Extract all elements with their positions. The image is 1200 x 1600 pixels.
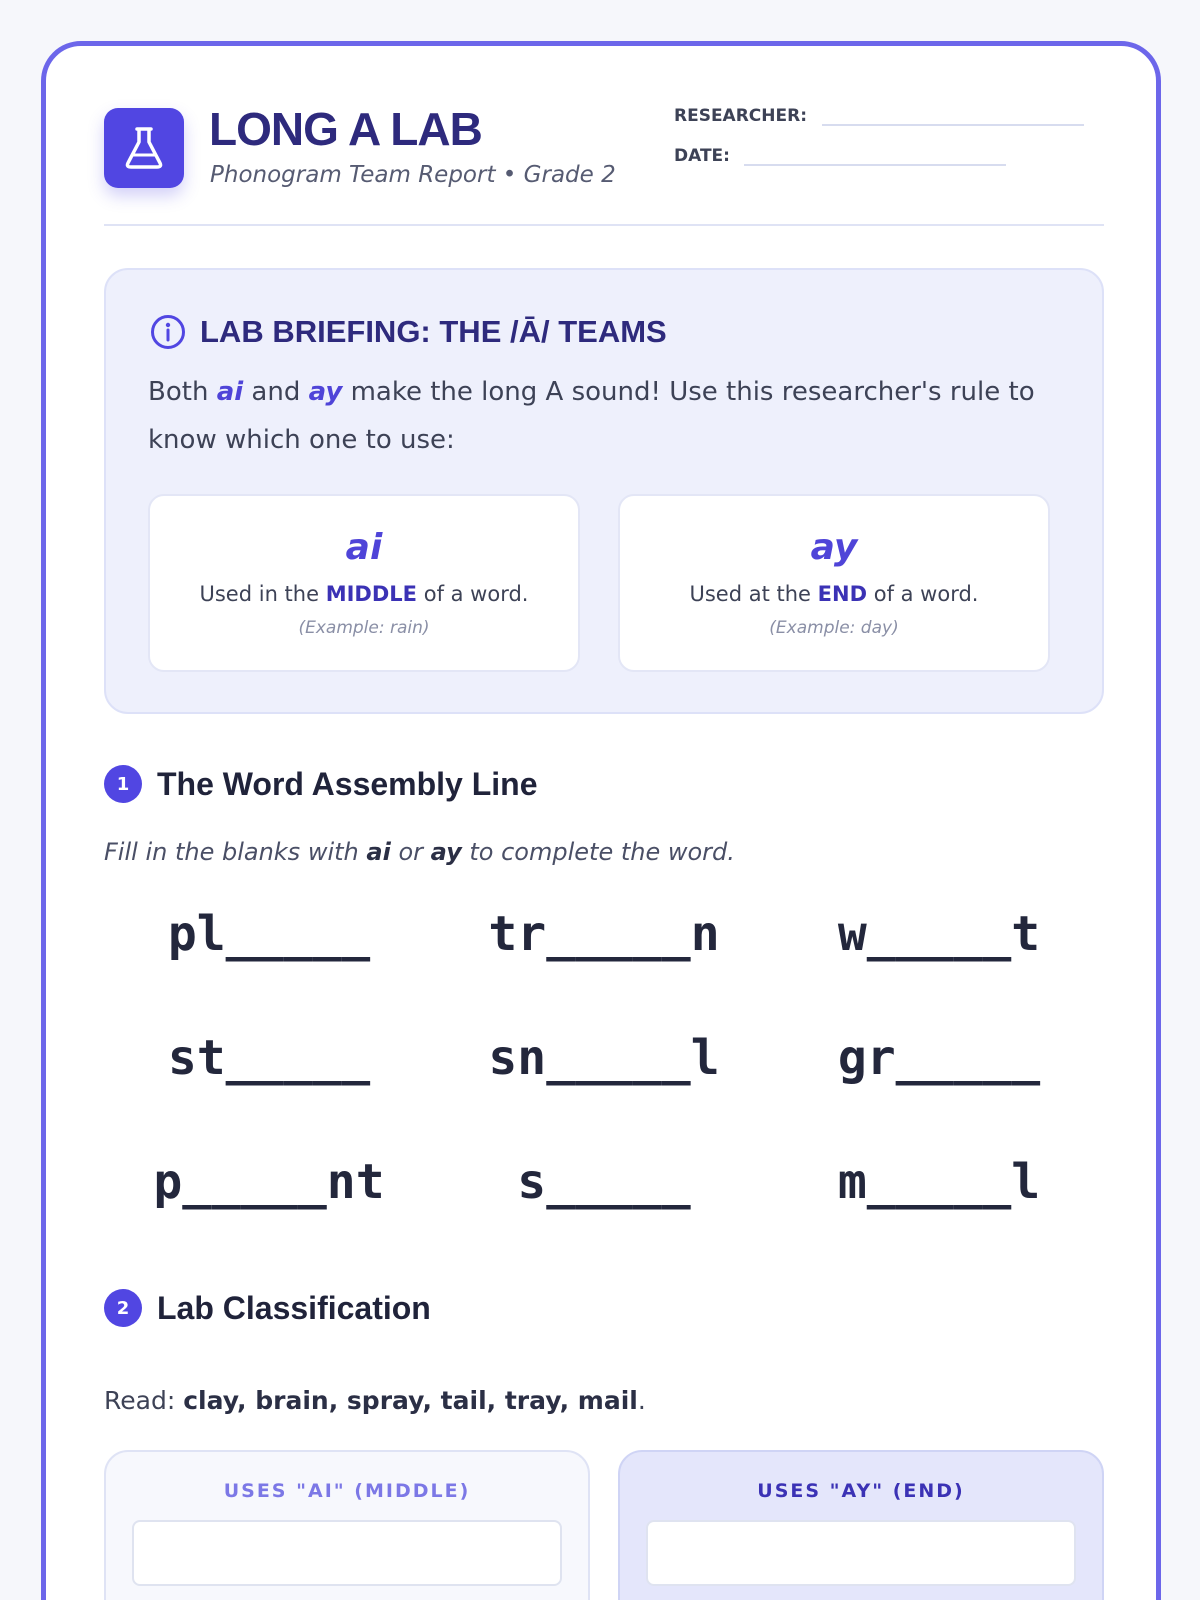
fill-in-word[interactable]: tr_____n: [488, 906, 720, 962]
worksheet-card: [41, 41, 1161, 1600]
briefing-text-and: and: [251, 377, 301, 407]
fill-in-word[interactable]: gr_____: [837, 1030, 1041, 1086]
info-icon: [150, 314, 186, 350]
rule-example: (Example: day): [769, 618, 899, 638]
briefing-title: [150, 314, 667, 350]
section-1-instruction: [104, 838, 735, 866]
fill-in-word[interactable]: s_____: [517, 1154, 691, 1210]
phonogram-ai: ai: [216, 377, 244, 407]
section-1-heading: [104, 765, 538, 803]
rule-desc-after: of a word.: [423, 582, 529, 606]
date-line[interactable]: [744, 164, 1006, 166]
rule-desc-key: END: [817, 582, 868, 606]
flask-icon: [104, 108, 184, 188]
phonogram-ay: ay: [308, 377, 343, 407]
section-title: The Word Assembly Line: [157, 765, 538, 802]
read-word-list: [104, 1386, 646, 1415]
rule-desc-key: MIDDLE: [325, 582, 418, 606]
instruction-or: or: [398, 838, 423, 866]
section-number-badge: 2: [104, 1289, 142, 1327]
fill-in-word[interactable]: p_____nt: [153, 1154, 385, 1210]
rule-phonogram: ay: [810, 527, 858, 568]
fill-in-word[interactable]: pl_____: [167, 906, 371, 962]
answer-slot[interactable]: [132, 1520, 562, 1586]
instruction-ai: ai: [366, 838, 391, 866]
rule-example: (Example: rain): [298, 618, 430, 638]
section-2-heading: [104, 1289, 431, 1327]
rule-card-ay: [618, 494, 1050, 672]
instruction-ay: ay: [430, 838, 462, 866]
date-label: DATE:: [674, 146, 730, 166]
briefing-text: [148, 368, 1068, 464]
fill-in-word[interactable]: sn_____l: [488, 1030, 720, 1086]
sort-box-ay: [618, 1450, 1104, 1600]
researcher-label: RESEARCHER:: [674, 106, 808, 126]
rule-desc-before: Used at the: [689, 582, 811, 606]
fill-in-word[interactable]: w_____t: [837, 906, 1041, 962]
section-title: Lab Classification: [157, 1289, 431, 1326]
briefing-text-start: Both: [148, 377, 209, 407]
rule-phonogram: ai: [345, 527, 383, 568]
sort-box-ai: [104, 1450, 590, 1600]
briefing-text-end: make the long A sound! Use this researcher's rule to know which one to use:: [148, 377, 1035, 455]
word-assembly-grid: [104, 896, 1104, 1268]
section-number-badge: 1: [104, 765, 142, 803]
sort-box-label: USES "AY" (END): [757, 1480, 965, 1502]
sort-box-label: USES "AI" (MIDDLE): [223, 1480, 471, 1502]
read-words: clay, brain, spray, tail, tray, mail: [183, 1386, 638, 1415]
researcher-line[interactable]: [822, 124, 1084, 126]
fill-in-word[interactable]: m_____l: [837, 1154, 1041, 1210]
read-label: Read:: [104, 1386, 176, 1415]
page-subtitle: Phonogram Team Report • Grade 2: [210, 162, 616, 188]
rule-card-ai: [148, 494, 580, 672]
instruction-end: to complete the word.: [469, 838, 735, 866]
instruction-start: Fill in the blanks with: [104, 838, 359, 866]
fill-in-word[interactable]: st_____: [167, 1030, 371, 1086]
rule-description: [620, 582, 1048, 606]
header-divider: [104, 224, 1104, 226]
lab-briefing: [104, 268, 1104, 714]
rule-desc-before: Used in the: [199, 582, 320, 606]
rule-description: [150, 582, 578, 606]
answer-slot[interactable]: [646, 1520, 1076, 1586]
read-end: .: [637, 1386, 646, 1415]
page-title: LONG A LAB: [209, 103, 482, 155]
briefing-title-text: LAB BRIEFING: THE /Ā/ TEAMS: [200, 314, 667, 349]
rule-desc-after: of a word.: [873, 582, 979, 606]
